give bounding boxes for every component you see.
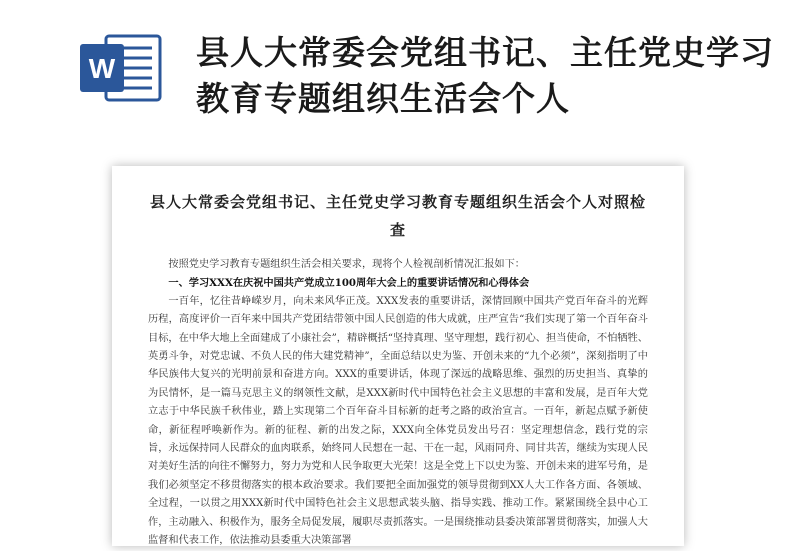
document-page <box>112 166 684 546</box>
word-document-icon <box>78 32 164 104</box>
word-icon-letter: W <box>88 53 116 84</box>
header-banner <box>0 0 800 140</box>
section-heading: 一、学习XXX在庆祝中国共产党成立100周年大会上的重要讲话情况和心得体会 <box>168 277 530 290</box>
document-body <box>148 256 648 551</box>
document-title: 县人大常委会党组书记、主任党史学习教育专题组织生活会个人对照检查 <box>149 193 646 239</box>
header-title: 县人大常委会党组书记、主任党史学习教育专题组织生活会个人 <box>196 33 774 118</box>
body-paragraph: 一百年，忆往昔峥嵘岁月，向未来风华正茂。XXX发表的重要讲话，深情回顾中国共产党百年奋斗的光辉历程，高度评价一百年来中国共产党团结带领中国人民创造的伟大成就，庄严宣告“我们实现了第一个百年奋斗目标，在中华大地上全面建成了小康社会”，精辟概括“坚持真理、坚守理想，践行初心、担当使命，不怕牺牲、英勇斗争，对党忠诚、不负人民的伟大建党精神”，全面总结以史为鉴、开创未来的“九个必须”，深刻指明了中华民族伟大复兴的光明前景和奋进方向。XXX的重要讲话，体现了深远的战略思维、强烈的历史担当、真挚的为民情怀，是一篇马克思主义的纲领性文献，是XXX新时代中国特色社会主义思想的丰富和发展，是百年大党立志于中华民族千秋伟业，踏上实现第二个百年奋斗目标新的赶考之路的政治宣言。一百年，新起点赋予新使命，新征程呼唤新作为。新的征程、新的出发之际，XXX向全体党员发出号召：坚定理想信念，践行党的宗旨，永远保持同人民群众的血肉联系，始终同人民想在一起、干在一起，风雨同舟、同甘共苦，继续为实现人民对美好生活的向往不懈努力，努力为党和人民争取更大光荣！这是全党上下以史为鉴、开创未来的进军号角，是我们必须坚定不移贯彻落实的根本政治要求。我们要把全面加强党的领导贯彻到XX人大工作各方面、各领域、全过程，一以贯之用XXX新时代中国特色社会主义思想武装头脑、指导实践、推动工作。紧紧围绕全县中心工作，主动融入、积极作为，服务全局促发展，履职尽责抓落实。一是围绕推动县委决策部署贯彻落实，加强人大监督和代表工作，依法推动县委重大决策部署 <box>148 295 648 547</box>
intro-paragraph: 按照党史学习教育专题组织生活会相关要求，现将个人检视剖析情况汇报如下： <box>168 259 525 270</box>
